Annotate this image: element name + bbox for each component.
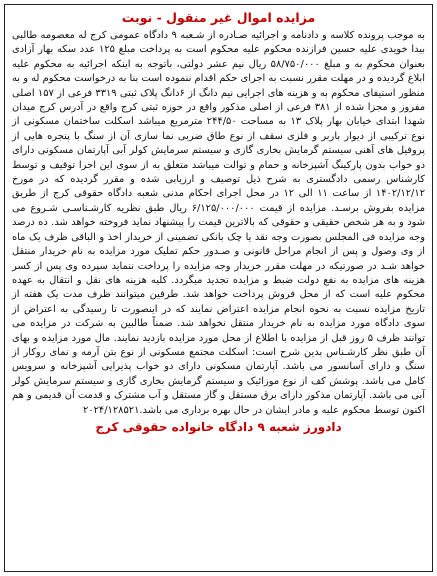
notice-title: مزایده اموال غیر منقول - نوبت — [121, 10, 316, 25]
notice-signature: دادورز شعبه ۹ دادگاه خانواده حقوقی کرج — [95, 419, 342, 434]
legal-notice — [4, 4, 433, 572]
notice-body: به موجب پرونده کلاسه و دادنامه و اجرائیه صـادره از شـعبه ۹ دادگاه عمومی کرج له معصومه طالبی بیدا خویدی علیه حسین فرازنده محکوم علیه محکوم است به پرداخت مبلغ ۱۲۵ عدد سکه بهار آزادی بعنوان محکوم به و مبلغ ۵۸/۷۵۰/۰۰۰ ریال نیم عشر دولتی، باتوجه به اینکه اجرائیه به محکوم علیه ابلاغ گردیده و در مهلت مقرر نسبت به اجرای حکم اقدام ننموده است بنا به درخواست محکوم له و به منظور استیفای محکوم به و هزینه های اجرایی نیم دانگ از ۶دانگ پلاک ثبتی ۳۳۱۹ فرعی از ۱۵۷ اصلی مفروز و مجزا شده از ۳۸۱ فرعی از اصلی مذکور واقع در حوزه ثبتی کرج واقع در آدرس کرج میدان شهدا ابتدای خیابان بهار پلاک ۱۳ به مساحت ۲۴۴/۵۰ مترمربع میباشد اسکلت ساختمان مسکونی از نوع ترکیبی از دیوار باربر و فلزی سقف از نوع طاق ضربی نما سازی آن از سنگ با پنجره هایی از پروفیل های آهنی سیستم گرمایش بخاری گازی و سیستم سرمایش کولر آبی آپارتمان مسکونی دارای دو خواب بدون پارکینگ آشپزخانه و حمام و توالت میباشد متعلق به از سوی این اجرا توقیف و توسط کارشناس رسمی دادگستری به شرح ذیل توصیف و ارزیابی شده و مقرر گردیده که در مورخ ۱۴۰۲/۱۲/۱۲ از ساعت ۱۱ الی ۱۲ در محل اجرای احکام مدنی شعبه دادگاه حقوقی کرج از طریق مزایده بفروش برسـد. مزایده از قیمت ۶/۱۲۵/۰۰۰/۰۰۰ ریال طبق نظریه کارشـناسـی شـروع می شود و به هر شخص حقیقی و حقوقی که بالاترین قیمت را پیشنهاد نماید فروخته خواهد شد. ده درصد وجه مزایده فی المجلس بصورت وجه نقد یا چک بانکی تضمینی از خریدار اخذ و الباقی ظرف یک ماه از وی وصول و پس از انجام مراحل قانونی و صـدور حکم تملیک مورد مزایده به نام خریدار منتقل خواهد شـد در صورتیکه در مهلت مقرر خریدار وجه مزایده را پرداخت ننماید سپرده وی پس از کسر هزینه های مزایده به نفع دولت ضبط و مزایده تجدید میگردد. کلیه هزینه های نقل و انتقال به عهده محکوم علیه است که از محل فروش پرداخت خواهد شد. طرفین میتوانند ظرف مدت یک هفته از تاریخ مزایده نسبت به نحوه انجام مزایده اعتراض نمایند که در اینصورت تا رسیدگی به اعتراض از سوی دادگاه مورد مزایده به نام خریدار منتقل نخواهد شد. ضمناً طالبین به شرکت در مزایده می توانند ظرف ۵ روز قبل از مزایده با اطلاع از محل مورد مزایده بازدید نمایند. مال مورد مزایده و بهای آن طبق نظر کارشـناس بدین شرح است: اسکلت مجتمع مسکونی از نوع بتن آرمه و نمای روکار از سنگ و دارای آسانسور می باشد. آپارتمان مسکونی دارای دو خواب پذیرایی آشپزخانه و سرویس کامل می باشد. پوشش کف از نوع موزائیک و سیستم گرمایش بخاری گازی و سیستم سرمایش کولر آبی می باشد. آپارتمان مذکور دارای برق مستقل و گاز مستقل و آب مشترک و قدمت آن قدیمی و هم اکنون توسط محکوم علیه و مادر ایشان در حال بهره برداری می باشد.۲۰۲۴/۱۲۸۵۲۱ — [12, 30, 426, 416]
